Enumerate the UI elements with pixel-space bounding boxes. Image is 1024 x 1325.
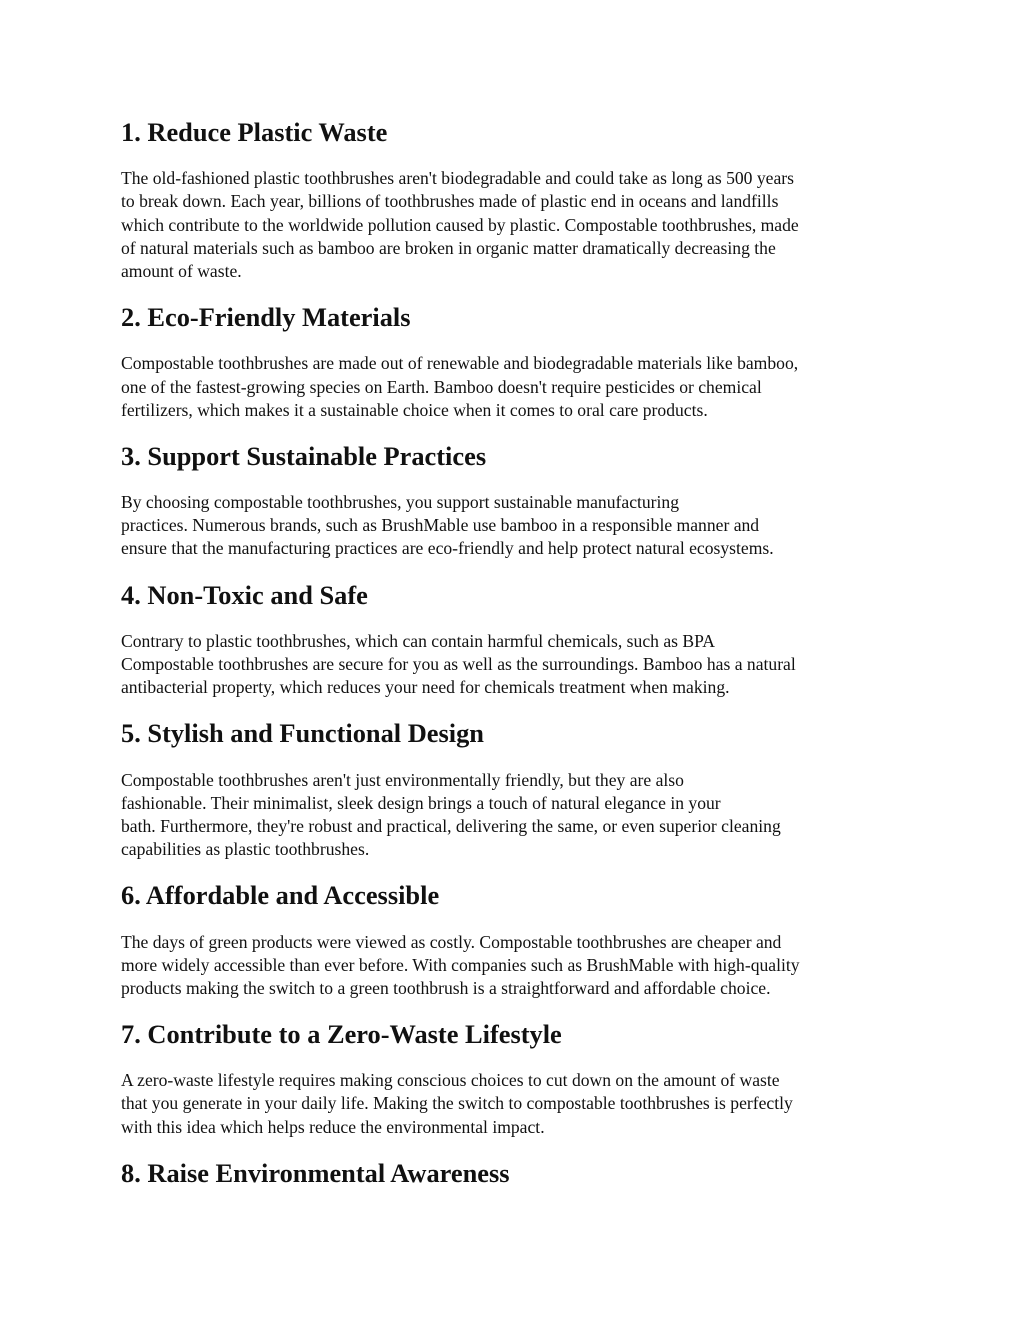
paragraph-line: antibacterial property, which reduces your need for chemicals treatment when making. [121, 677, 730, 698]
paragraph-line: amount of waste. [121, 260, 242, 281]
section-paragraph [121, 167, 911, 283]
paragraph-line: that you generate in your daily life. Making the switch to compostable toothbrushes is perfectly [121, 1093, 793, 1114]
paragraph-line: By choosing compostable toothbrushes, you support sustainable manufacturing [121, 492, 680, 513]
paragraph-line: with this idea which helps reduce the environmental impact. [121, 1116, 545, 1137]
paragraph-line: The days of green products were viewed as costly. Compostable toothbrushes are cheaper and [121, 931, 782, 952]
paragraph-line: practices. Numerous brands, such as BrushMable use bamboo in a responsible manner and [121, 515, 760, 536]
paragraph-line: fashionable. Their minimalist, sleek design brings a touch of natural elegance in your [121, 792, 721, 813]
section-heading: 5. Stylish and Functional Design [121, 718, 484, 749]
paragraph-line: Compostable toothbrushes are made out of renewable and biodegradable materials like bamboo, [121, 353, 799, 374]
paragraph-line: Contrary to plastic toothbrushes, which can contain harmful chemicals, such as BPA [121, 630, 715, 651]
paragraph-line: to break down. Each year, billions of toothbrushes made of plastic end in oceans and landfills [121, 191, 779, 212]
paragraph-line: The old-fashioned plastic toothbrushes aren't biodegradable and could take as long as 500 years [121, 168, 794, 189]
paragraph-line: more widely accessible than ever before. With companies such as BrushMable with high-quality [121, 954, 800, 975]
paragraph-line: A zero-waste lifestyle requires making conscious choices to cut down on the amount of waste [121, 1070, 780, 1091]
paragraph-line: one of the fastest-growing species on Earth. Bamboo doesn't require pesticides or chemical [121, 376, 762, 397]
section-heading: 1. Reduce Plastic Waste [121, 117, 388, 147]
section-paragraph [121, 931, 911, 1001]
section-paragraph [121, 352, 911, 422]
section-paragraph [121, 491, 911, 561]
section-heading: 4. Non-Toxic and Safe [121, 579, 368, 610]
paragraph-line: which contribute to the worldwide pollution caused by plastic. Compostable toothbrushes, made [121, 214, 799, 235]
section-paragraph [121, 769, 911, 862]
paragraph-line: fertilizers, which makes it a sustainable choice when it comes to oral care products. [121, 399, 708, 420]
section-heading: 3. Support Sustainable Practices [121, 440, 487, 471]
section-paragraph [121, 1069, 911, 1139]
paragraph-line: products making the switch to a green toothbrush is a straightforward and affordable choice. [121, 977, 771, 998]
paragraph-line: Compostable toothbrushes aren't just environmentally friendly, but they are also [121, 769, 684, 790]
paragraph-line: capabilities as plastic toothbrushes. [121, 839, 370, 860]
section-heading: 7. Contribute to a Zero-Waste Lifestyle [121, 1019, 562, 1050]
paragraph-line: bath. Furthermore, they're robust and practical, delivering the same, or even superior cleaning [121, 815, 781, 836]
paragraph-line: ensure that the manufacturing practices are eco-friendly and help protect natural ecosystems. [121, 538, 774, 559]
paragraph-line: Compostable toothbrushes are secure for you as well as the surroundings. Bamboo has a natural [121, 654, 796, 674]
section-paragraph [121, 630, 911, 700]
document-page [121, 117, 911, 1188]
section-heading: 8. Raise Environmental Awareness [121, 1157, 510, 1188]
paragraph-line: of natural materials such as bamboo are broken in organic matter dramatically decreasing the [121, 237, 776, 258]
section-heading: 2. Eco-Friendly Materials [121, 302, 411, 333]
section-heading: 6. Affordable and Accessible [121, 880, 440, 911]
